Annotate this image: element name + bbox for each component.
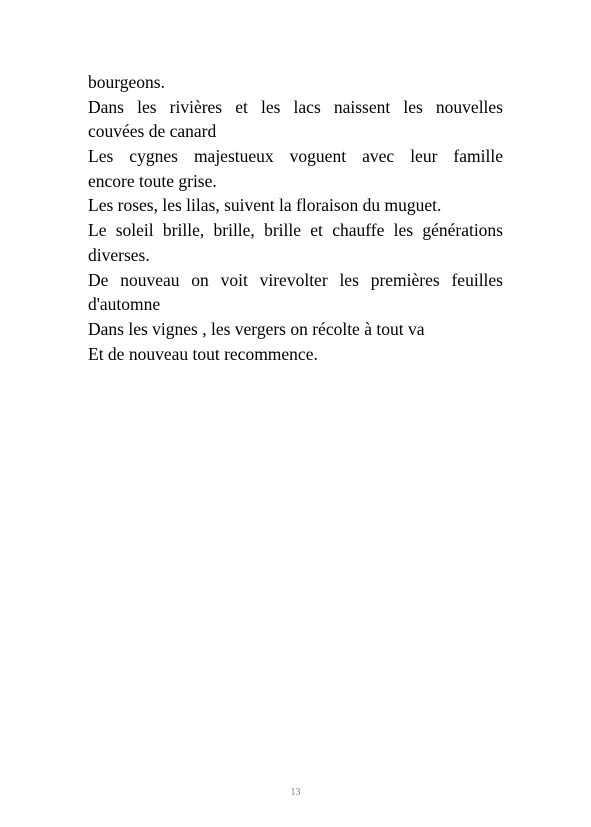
text-line: Dans les rivières et les lacs naissent les nouvelles <box>88 96 503 117</box>
text-line: Le soleil brille, brille, brille et chauffe les générations <box>88 220 503 241</box>
text-line: diverses. <box>88 244 150 265</box>
body-text <box>88 70 503 366</box>
text-line: Les roses, les lilas, suivent la floraison du muguet. <box>88 195 442 216</box>
text-line: De nouveau on voit virevolter les premières feuilles <box>88 269 503 290</box>
text-line: couvées de canard <box>88 121 217 142</box>
text-line: Et de nouveau tout recommence. <box>88 343 318 364</box>
text-line: bourgeons. <box>88 72 165 92</box>
text-line: Les cygnes majestueux voguent avec leur famille <box>88 146 503 167</box>
page-number: 13 <box>290 787 301 798</box>
text-line: d'automne <box>88 294 161 315</box>
text-line: Dans les vignes , les vergers on récolte à tout va <box>88 318 425 339</box>
text-line: encore toute grise. <box>88 170 217 191</box>
